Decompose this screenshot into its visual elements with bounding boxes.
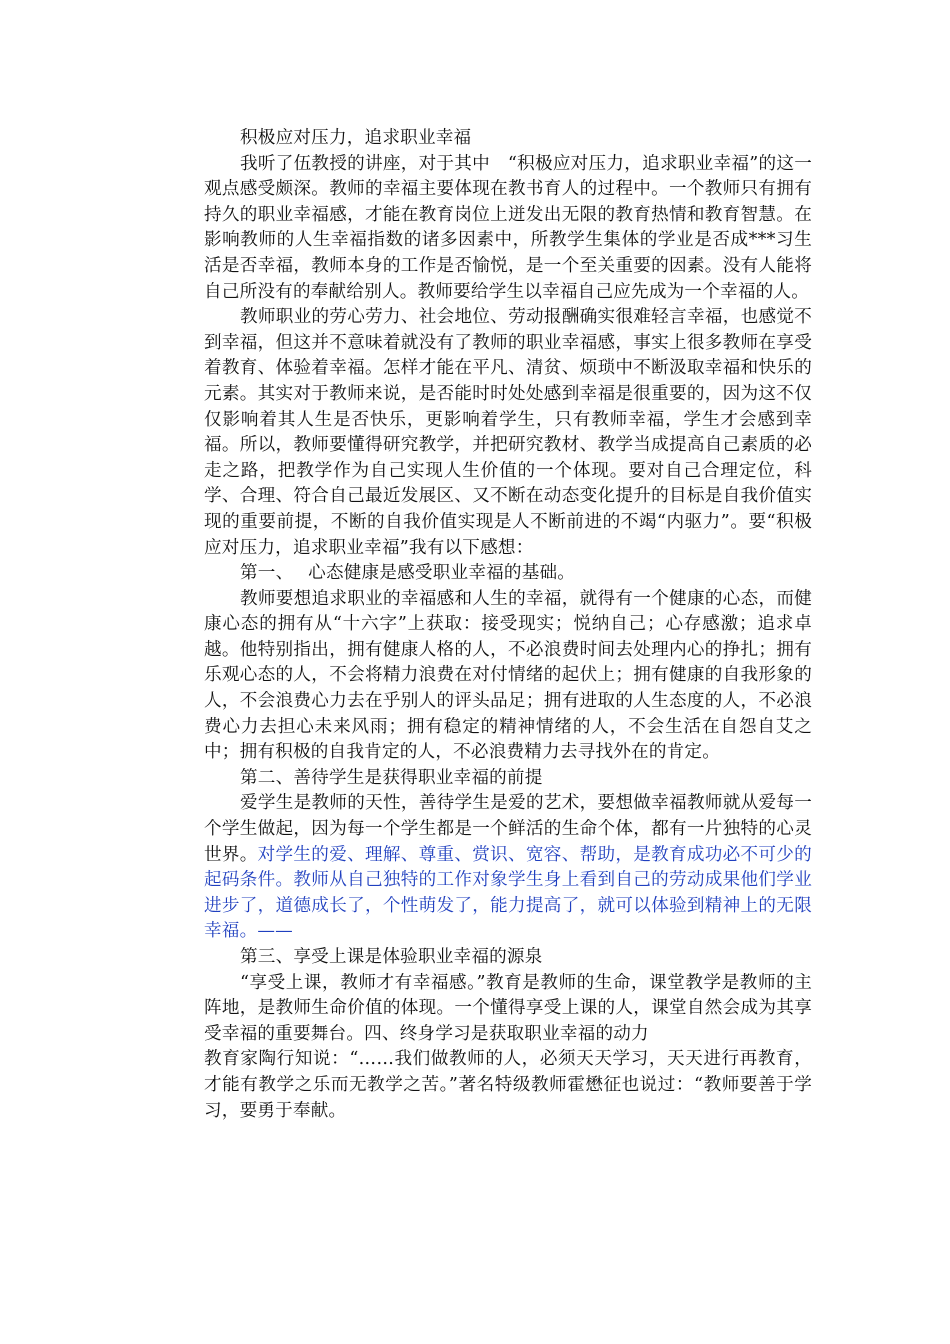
paragraph-intro: 我听了伍教授的讲座，对于其中 “积极应对压力，追求职业幸福”的这一观点感受颇深。教师的幸福主要体现在教书育人的过程中。一个教师只有拥有持久的职业幸福感，才能在教育岗位上迸发出无限的教育热情和教育智慧。在影响教师的人生幸福指数的诸多因素中，所教学生集体的学业是否成***习生活是否幸福，教师本身的工作是否愉悦，是一个至关重要的因素。没有人能将自己所没有的奉献给别人。教师要给学生以幸福自己应先成为一个幸福的人。 [204,153,812,302]
paragraph-section-2 [204,791,812,945]
document-title: 积极应对压力，追求职业幸福 [240,128,472,148]
paragraph-section-2-highlight: 对学生的爱、理解、尊重、赏识、宽容、帮助，是教育成功必不可少的起码条件。教师从自己独特的工作对象学生身上看到自己的劳动成果他们学业进步了，道德成长了，个性萌发了，能力提高了，就可以体验到精神上的无限幸福。—— [204,844,812,942]
paragraph-section-1: 教师要想追求职业的幸福感和人生的幸福，就得有一个健康的心态，而健康心态的拥有从“十六字”上获取：接受现实；悦纳自己；心存感激；追求卓越。他特别指出，拥有健康人格的人，不必浪费时间去处理内心的挣扎；拥有乐观心态的人，不会将精力浪费在对付情绪的起伏上；拥有健康的自我形象的人，不会浪费心力去在乎别人的评头品足；拥有进取的人生态度的人，不必浪费心力去担心未来风雨；拥有稳定的精神情绪的人，不会生活在自怨自艾之中；拥有积极的自我肯定的人，不必浪费精力去寻找外在的肯定。 [204,588,812,763]
paragraph-section-4: 教育家陶行知说：“……我们做教师的人，必须天天学习，天天进行再教育，才能有教学之乐而无教学之苦。”著名特级教师霍懋征也说过：“教师要善于学习，要勇于奉献。 [204,1049,812,1121]
heading-section-1: 第一、 心态健康是感受职业幸福的基础。 [240,563,576,584]
document-body [204,126,812,1124]
heading-section-2: 第二、善待学生是获得职业幸福的前提 [240,767,543,788]
paragraph-section-3: “享受上课，教师才有幸福感。”教育是教师的生命，课堂教学是教师的主阵地，是教师生命价值的体现。一个懂得享受上课的人，课堂自然会成为其享受幸福的重要舞台。四、终身学习是获取职业幸福的动力 [204,972,812,1044]
paragraph-happiness: 教师职业的劳心劳力、社会地位、劳动报酬确实很难轻言幸福，也感觉不到幸福，但这并不意味着就没有了教师的职业幸福感，事实上很多教师在享受着教育、体验着幸福。怎样才能在平凡、清贫、烦琐中不断汲取幸福和快乐的元素。其实对于教师来说，是否能时时处处感到幸福是很重要的，因为这不仅仅影响着其人生是否快乐，更影响着学生，只有教师幸福，学生才会感到幸福。所以，教师要懂得研究教学，并把研究教材、教学当成提高自己素质的必走之路，把教学作为自己实现人生价值的一个体现。要对自己合理定位，科学、合理、符合自己最近发展区、又不断在动态变化提升的目标是自我价值实现的重要前提，不断的自我价值实现是人不断前进的不竭“内驱力”。要“积极应对压力，追求职业幸福”我有以下感想： [204,307,812,558]
paragraph-section-2-text: 爱学生是教师的天性，善待学生是爱的艺术，要想做幸福教师就从爱每一个学生做起，因为每一个学生都是一个鲜活的生命个体，都有一片独特的心灵世界。 [204,793,812,865]
heading-section-3: 第三、享受上课是体验职业幸福的源泉 [240,947,543,967]
